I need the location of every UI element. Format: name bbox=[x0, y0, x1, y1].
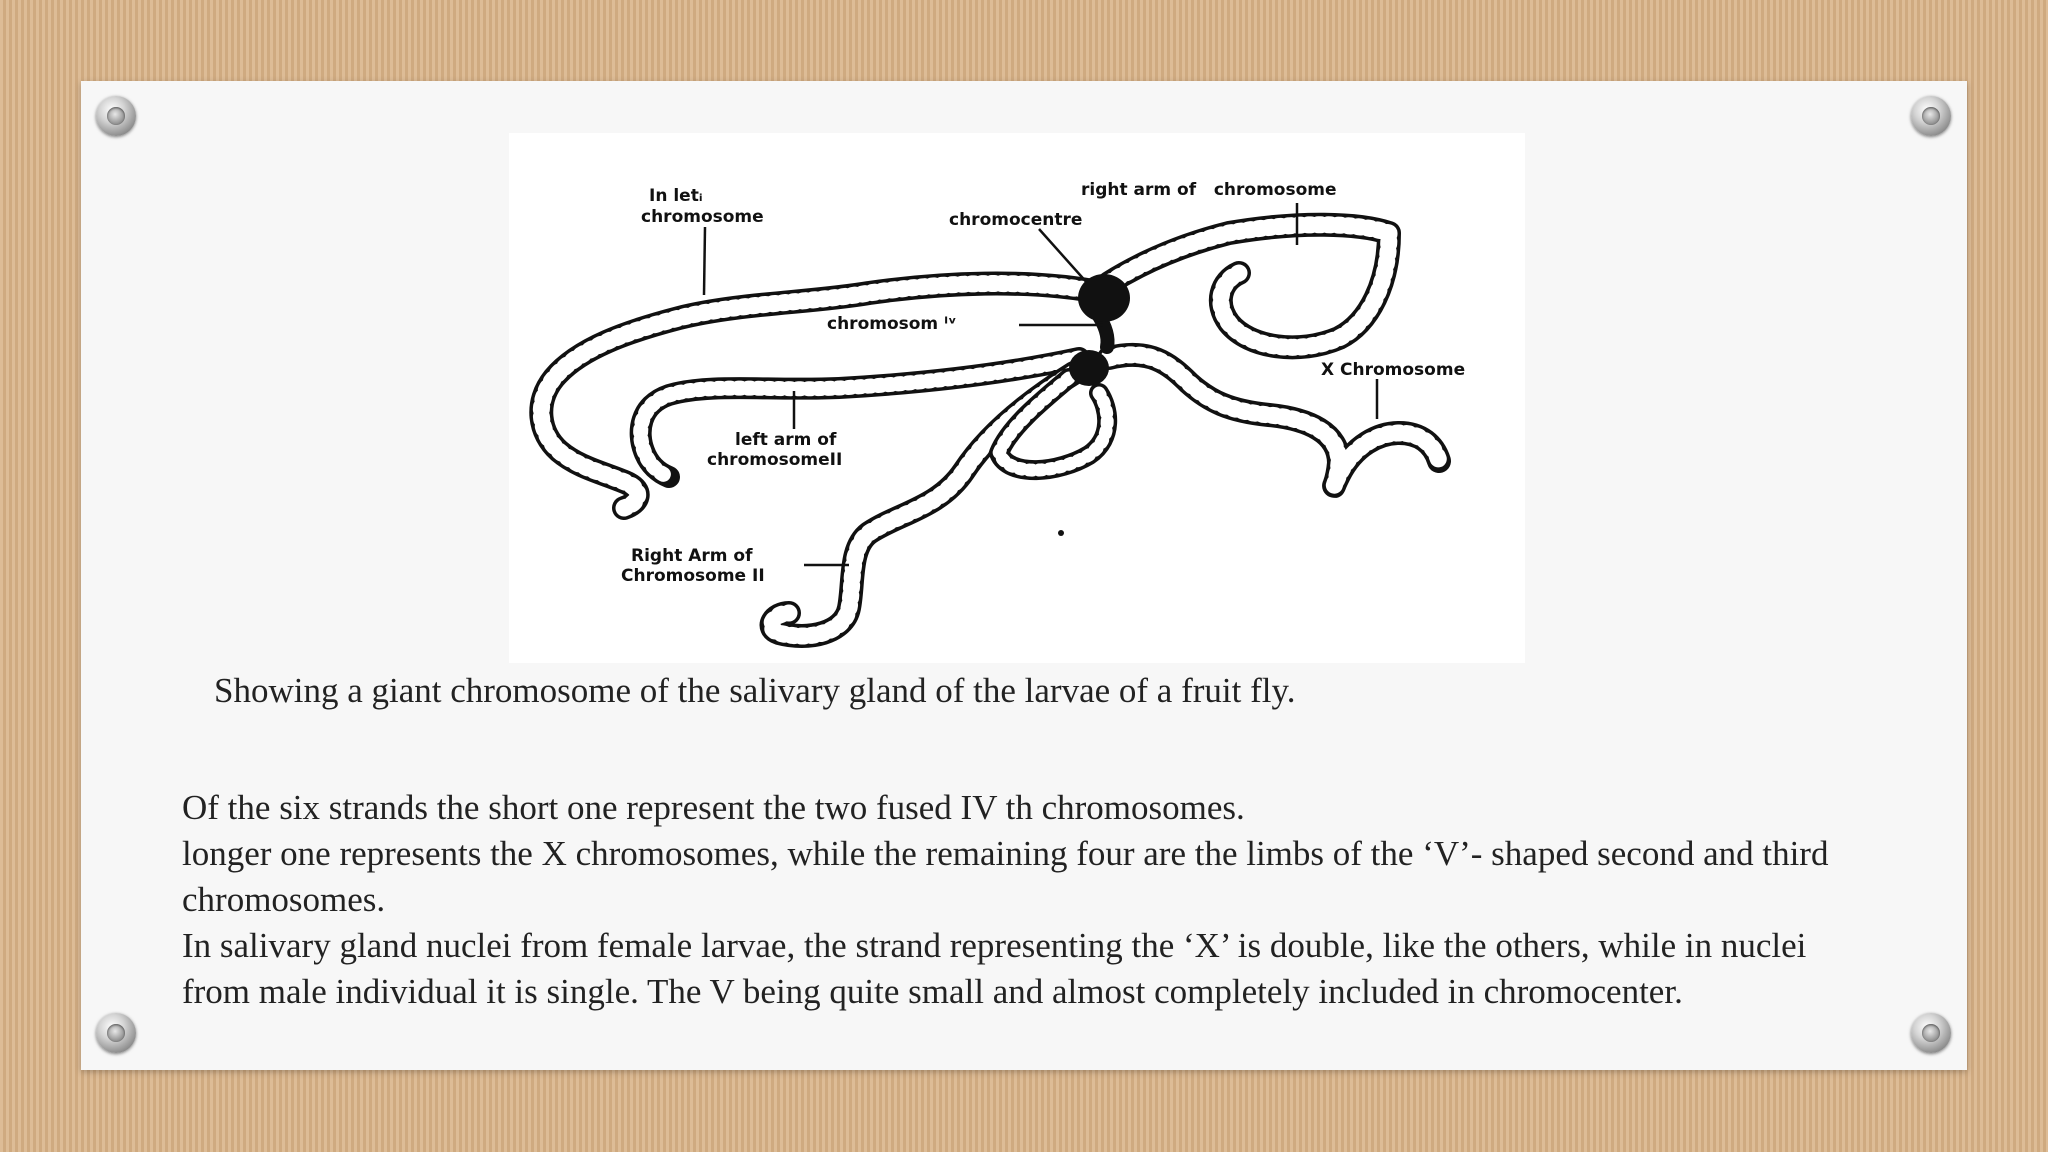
figure-caption: Showing a giant chromosome of the salivary gland of the larvae of a fruit fly. bbox=[214, 671, 1296, 710]
paragraph: longer one represents the X chromosomes, while the remaining four are the limbs of the ‘V’- shaped second and third chromosomes. bbox=[182, 834, 1829, 919]
label-left-arm-x-line2: chromosome bbox=[641, 207, 764, 227]
label-left-arm-ii-line1: left arm of bbox=[735, 430, 837, 450]
rivet-bottom-left bbox=[96, 1013, 136, 1053]
paragraph: Of the six strands the short one represent the two fused IV th chromosomes. bbox=[182, 788, 1245, 827]
label-chromocentre: chromocentre bbox=[949, 210, 1083, 230]
label-chromosome-iv: chromosom ᴵᵛ bbox=[827, 314, 957, 334]
rivet-bottom-right bbox=[1911, 1013, 1951, 1053]
chromocentre-blob-lower bbox=[1069, 350, 1109, 386]
strand-v-loop bbox=[999, 378, 1107, 470]
leader-left-arm-x bbox=[704, 227, 705, 295]
label-right-arm-chromosome: right arm of chromosome bbox=[1081, 180, 1337, 200]
label-right-arm-ii-line1: Right Arm of bbox=[631, 546, 753, 566]
rivet-top-left bbox=[96, 96, 136, 136]
label-left-arm-x-line1: In letᵢ bbox=[649, 186, 703, 206]
body-text bbox=[182, 785, 1882, 1015]
label-left-arm-ii-line2: chromosomeII bbox=[707, 450, 843, 470]
paragraph: In salivary gland nuclei from female larvae, the strand representing the ‘X’ is double, like the others, while in nuclei from male individual it is single. The V being quite small and almost completely included in chromocenter. bbox=[182, 926, 1807, 1011]
rivet-top-right bbox=[1911, 96, 1951, 136]
label-right-arm-ii-line2: Chromosome II bbox=[621, 566, 765, 586]
chromosome-diagram bbox=[509, 133, 1525, 663]
speck bbox=[1058, 530, 1064, 536]
slide bbox=[81, 81, 1967, 1070]
label-x-chromosome: X Chromosome bbox=[1321, 360, 1466, 380]
strand-right-arm bbox=[1109, 225, 1389, 348]
